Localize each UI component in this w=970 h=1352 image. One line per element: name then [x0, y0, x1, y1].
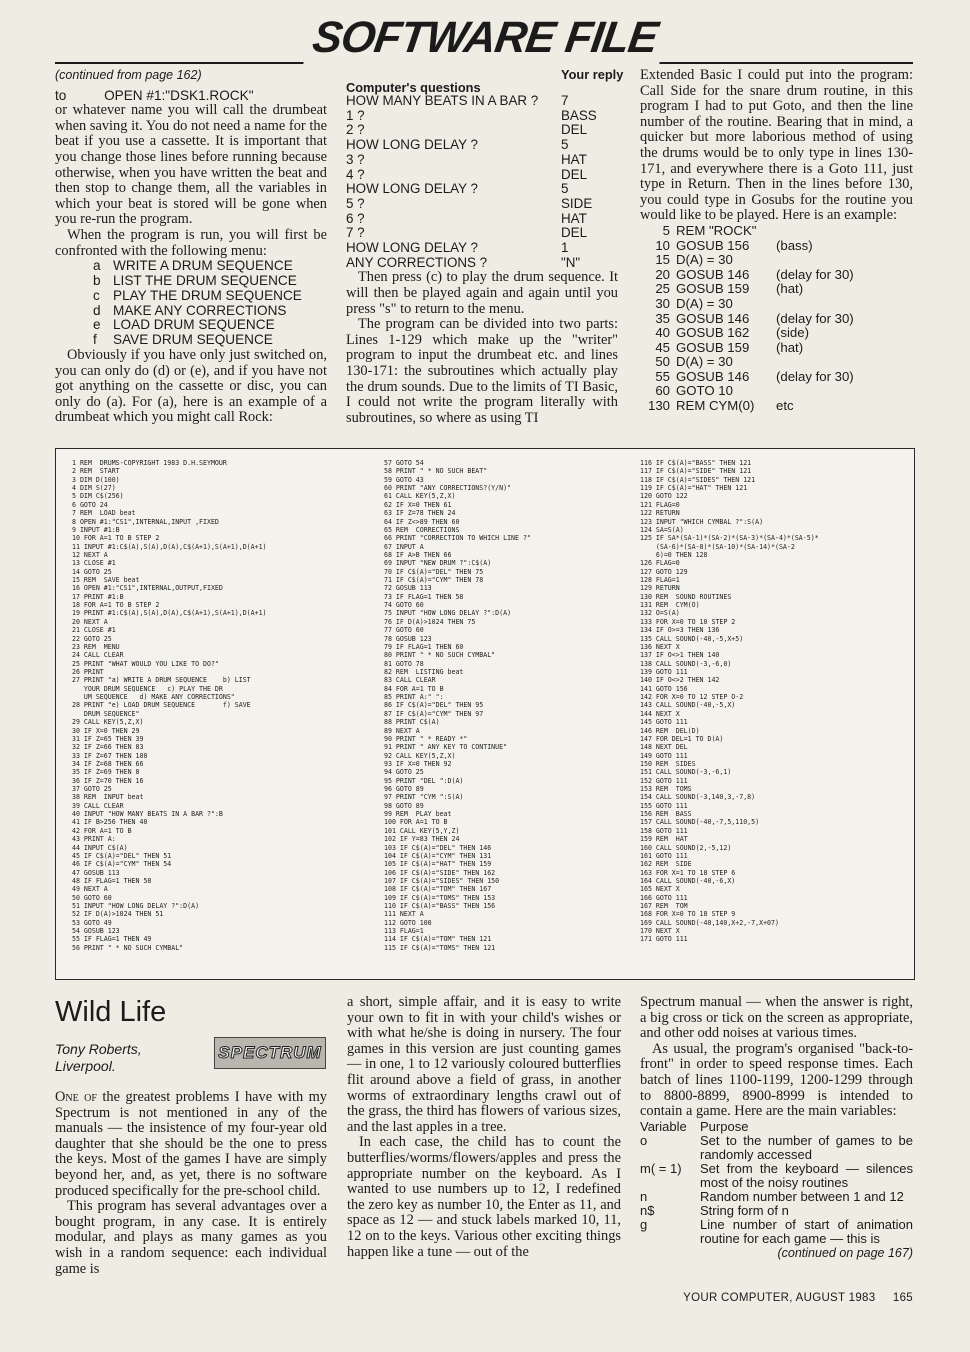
spectrum-badge: SPECTRUM [214, 1037, 326, 1069]
paragraph: Spectrum manual — when the answer is right, a big cross or tick on the screen as appropriate, and other odd noises at various times. [640, 994, 913, 1042]
open-statement: to OPEN #1:"DSK1.ROCK" [55, 87, 254, 103]
paragraph: This program has several advantages over a bought program, in any case. It is entirely modular, and plays as many games as you wish in a random sequence: each individual game is [55, 1198, 327, 1277]
paragraph: The program can be divided into two parts: Lines 1-129 which make up the "writer" program to input the drumbeat etc. and lines 130-171: the subroutines which actually play the drum sounds. Due to the limits of TI Basic, I could not write the program literally with subroutines, so where as using TI [346, 316, 618, 426]
paragraph: or whatever name you will call the drumbeat when saving it. You do not need a name for the beat if you use a cassette. It is important that you change those lines before running because otherwise, when you have written the beat and then stop to change them, all the variables in which your beat is stored will be gone when you re-run the program. [55, 102, 327, 228]
qa-row: HOW LONG DELAY ? 5 [346, 137, 569, 153]
article-column-1 [55, 68, 327, 426]
qa-row: HOW MANY BEATS IN A BAR ? 7 [346, 93, 569, 108]
paragraph: One of the greatest problems I have with my Spectrum is not mentioned in any of the manuals — the insistence of my four-year old daughter that she should be the one to press the keys. Most of the games I have are simply beyond her, and, as yet, there is no software produced specifically for the pre-school child. [55, 1089, 327, 1199]
paragraph: As usual, the program's organised "back-to-front" in order to speed response times. Each batch of lines 1100-1199, 1200-1299 through to 8800-8899, 8900-8999 is intended to contain a game. Here are the main variables: [640, 1040, 913, 1120]
page-number: 165 [892, 1292, 913, 1304]
variable-row: n Random number between 1 and 12 [640, 1188, 904, 1204]
example-program [640, 224, 913, 414]
paragraph: In each case, the child has to count the butterflies/worms/flowers/apples and press the appropriate number on the keyboard. As I wanted to use numbers up to 12, I redefined the zero key as number 10, the Enter as 11, and space as 12 — and stuck labels marked 10, 11, 12 on to the keys. Various other exciting things happen like a tune — out of the [347, 1134, 621, 1260]
program-line: 15 D(A) = 30 [655, 252, 733, 268]
qa-row: 1 ? BASS [346, 107, 597, 123]
publication-issue: YOUR COMPUTER, AUGUST 1983 [683, 1292, 876, 1304]
paragraph: Then press (c) to play the drum sequence. It will then be played again and again until you press "s" to return to the menu. [346, 269, 618, 317]
program-line: 35 GOSUB 146 (delay for 30) [655, 310, 854, 326]
section-title: SOFTWARE FILE [303, 12, 666, 64]
menu-item: b LIST THE DRUM SEQUENCE [93, 272, 297, 288]
paragraph: a short, simple affair, and it is easy to write your own to fit in with your child's wishes or with what he/she is doing in nursery. The four games in this version are just counting games — in one, 1 to 12 variously coloured butterflies flit around above a field of grass, in another worms of extraordinary lengths crawl out of the grass, the third has flowers of various sizes, and the last apples in a tree. [347, 994, 621, 1135]
qa-table [346, 68, 626, 270]
article-column-2 [346, 67, 624, 426]
menu-item: c PLAY THE DRUM SEQUENCE [93, 287, 302, 303]
qa-header: Computer's questions Your reply [346, 67, 624, 95]
program-line: 30 D(A) = 30 [655, 295, 733, 311]
variable-row: o Set to the number of games to be randomly accessed [640, 1132, 913, 1162]
program-line: 20 GOSUB 146 (delay for 30) [655, 266, 854, 282]
byline [55, 1041, 142, 1075]
program-line: 40 GOSUB 162 (side) [655, 325, 809, 341]
qa-row: 7 ? DEL [346, 225, 588, 241]
menu-item: a WRITE A DRUM SEQUENCE [93, 258, 293, 274]
program-line: 45 GOSUB 159 (hat) [655, 339, 804, 355]
program-line: 25 GOSUB 159 (hat) [655, 281, 804, 297]
wildlife-column-1 [55, 1090, 327, 1277]
variables-table [640, 1120, 913, 1246]
listing-column-2: 57 GOTO 54 58 PRINT " * NO SUCH BEAT" 59 GOTO 43 60 PRINT "ANY CORRECTIONS?(Y/N)" 61 CALL KEY(5,Z,X) 62 IF X=0 THEN 61 63 IF Z=78 THEN 24 64 IF Z<>89 THEN 60 65 REM CORRECTIONS 66 PRINT "CORRECTION TO WHICH LINE ?" 67 INPUT A 68 IF A>B THEN 66 69 INPUT "NEW DRUM ?":C$(A) 70 IF C$(A)="DEL" THEN 75 71 IF C$(A)="CYM" THEN 78 72 GOSUB 113 73 IF FLAG=1 THEN 58 74 GOTO 60 75 INPUT "HOW LONG DELAY ?":D(A) 76 IF D(A)>1024 THEN 75 77 GOTO 60 78 GOSUB 123 79 IF FLAG=1 THEN 60 80 PRINT " * NO SUCH CYMBAL" 81 GOTO 78 82 REM LISTING beat 83 CALL CLEAR 84 FOR A=1 TO B 85 PRINT A:" ": 86 IF C$(A)="DEL" THEN 95 87 IF C$(A)="CYM" THEN 97 88 PRINT C$(A) 89 NEXT A 90 PRINT " * READY *" 91 PRINT " ANY KEY TO CONTINUE" 92 CALL KEY(5,Z,X) 93 IF X=0 THEN 92 94 GOTO 25 95 PRINT "DEL ":D(A) 96 GOTO 89 97 PRINT "CYM ":S(A) 98 GOTO 89 99 REM PLAY beat 100 FOR A=1 TO B 101 CALL KEY(5,Y,Z) 102 IF Y=83 THEN 24 103 IF C$(A)="DEL" THEN 146 104 IF C$(A)="CYM" THEN 131 105 IF C$(A)="HAT" THEN 159 106 IF C$(A)="SIDE" THEN 162 107 IF C$(A)="SIDES" THEN 150 108 IF C$(A)="TOM" THEN 167 109 IF C$(A)="TOMS" THEN 153 110 IF C$(A)="BASS" THEN 156 111 NEXT A 112 GOTO 100 113 FLAG=1 114 IF C$(A)="TOM" THEN 121 115 IF C$(A)="TOMS" THEN 121 [384, 459, 531, 952]
qa-row: HOW LONG DELAY ? 1 [346, 240, 569, 256]
program-line: 5 REM "ROCK" [662, 222, 757, 238]
lead-in: One of [55, 1089, 97, 1105]
continued-from: (continued from page 162) [55, 68, 202, 82]
listing-column-1: 1 REM DRUMS-COPYRIGHT 1983 D.H.SEYMOUR 2 REM START 3 DIM D(100) 4 DIM S(27) 5 DIM C$(256) 6 GOTO 24 7 REM LOAD beat 8 OPEN #1:"CS1",INTERNAL,INPUT ,FIXED 9 INPUT #1:B 10 FOR A=1 TO B STEP 2 11 INPUT #1:C$(A),S(A),D(A),C$(A+1),S(A+1),D(A+1) 12 NEXT A 13 CLOSE #1 14 GOTO 25 15 REM SAVE beat 16 OPEN #1:"CS1",INTERNAL,OUTPUT,FIXED 17 PRINT #1:B 18 FOR A=1 TO B STEP 2 19 PRINT #1:C$(A),S(A),D(A),C$(A+1),S(A+1),D(A+1) 20 NEXT A 21 CLOSE #1 22 GOTO 25 23 REM MENU 24 CALL CLEAR 25 PRINT "WHAT WOULD YOU LIKE TO DO?" 26 PRINT 27 PRINT "a) WRITE A DRUM SEQUENCE b) LIST YOUR DRUM SEQUENCE c) PLAY THE DR UM SEQUENCE d) MAKE ANY CORRECTIONS" 28 PRINT "e) LOAD DRUM SEQUENCE f) SAVE DRUM SEQUENCE" 29 CALL KEY(5,Z,X) 30 IF X=0 THEN 29 31 IF Z=65 THEN 39 32 IF Z=66 THEN 83 33 IF Z=67 THEN 100 34 IF Z=68 THEN 66 35 IF Z=69 THEN 8 36 IF Z=70 THEN 16 37 GOTO 25 38 REM INPUT beat 39 CALL CLEAR 40 INPUT "HOW MANY BEATS IN A BAR ?":B 41 IF B>256 THEN 40 42 FOR A=1 TO B 43 PRINT A: 44 INPUT C$(A) 45 IF C$(A)="DEL" THEN 51 46 IF C$(A)="CYM" THEN 54 47 GOSUB 113 48 IF FLAG=1 THEN 58 49 NEXT A 50 GOTO 60 51 INPUT "HOW LONG DELAY ?":D(A) 52 IF D(A)>1024 THEN 51 53 GOTO 49 54 GOSUB 123 55 IF FLAG=1 THEN 49 56 PRINT " * NO SUCH CYMBAL" [72, 459, 267, 952]
author-name: Tony Roberts, [55, 1041, 142, 1057]
qa-row: 4 ? DEL [346, 166, 588, 182]
menu-item: f SAVE DRUM SEQUENCE [93, 332, 273, 348]
qa-row: ANY CORRECTIONS ? "N" [346, 254, 581, 270]
listing-column-3: 116 IF C$(A)="BASS" THEN 121 117 IF C$(A)="SIDE" THEN 121 118 IF C$(A)="SIDES" THEN 121 119 IF C$(A)="HAT" THEN 121 120 GOTO 122 121 FLAG=0 122 RETURN 123 INPUT "WHICH CYMBAL ?":S(A) 124 SA=S(A) 125 IF SA*(SA-1)*(SA-2)*(SA-3)*(SA-4)*(SA-5)* (SA-6)*(SA-8)*(SA-10)*(SA-14)*(SA-2 6)=0 THEN 128 126 FLAG=0 127 GOTO 129 128 FLAG=1 129 RETURN 130 REM SOUND ROUTINES 131 REM CYM(O) 132 O=S(A) 133 FOR X=0 TO 10 STEP 2 134 IF O>=3 THEN 136 135 CALL SOUND(-40,-5,X+5) 136 NEXT X 137 IF O<>1 THEN 140 138 CALL SOUND(-3,-6,0) 139 GOTO 111 140 IF O<>2 THEN 142 141 GOTO 156 142 FOR X=0 TO 12 STEP O-2 143 CALL SOUND(-40,-5,X) 144 NEXT X 145 GOTO 111 146 REM DEL(D) 147 FOR DEL=1 TO D(A) 148 NEXT DEL 149 GOTO 111 150 REM SIDES 151 CALL SOUND(-3,-6,1) 152 GOTO 111 153 REM TOMS 154 CALL SOUND(-3,140,3,-7,8) 155 GOTO 111 156 REM BASS 157 CALL SOUND(-40,-7,5,110,5) 158 GOTO 111 159 REM HAT 160 CALL SOUND(2,-5,12) 161 GOTO 111 162 REM SIDE 163 FOR X=1 TO 18 STEP 6 164 CALL SOUND(-40,-6,X) 165 NEXT X 166 GOTO 111 167 REM TOM 168 FOR X=0 TO 18 STEP 9 169 CALL SOUND(-40,140,X+2,-7,X+07) 170 NEXT X 171 GOTO 111 [640, 459, 819, 944]
program-line: 130 REM CYM(0) etc [647, 398, 794, 414]
author-location: Liverpool. [55, 1058, 116, 1074]
variable-row: n$ String form of n [640, 1202, 789, 1218]
qa-row: HOW LONG DELAY ? 5 [346, 181, 569, 197]
program-line: 60 GOTO 10 [655, 383, 733, 399]
program-line: 55 GOSUB 146 (delay for 30) [655, 368, 854, 384]
wildlife-column-2 [347, 995, 621, 1260]
article-title: Wild Life [55, 996, 167, 1028]
paragraph: When the program is run, you will first be confronted with the following menu: [55, 226, 327, 259]
masthead [55, 8, 913, 66]
variables-header: Variable Purpose [640, 1118, 749, 1134]
paragraph: Extended Basic I could put into the program: Call Side for the snare drum routine, in this program I had to put Goto, and then the line number of the routine. Bearing that in mind, a quicker but more laborious method of using the drums would be to only type in lines 130-171, and everywhere there is a Goto 111, just type in Return. Then in the lines before 130, you could type in Gosubs for the routine you would like to be played. Here is an example: [640, 67, 913, 224]
qa-row: 2 ? DEL [346, 122, 588, 138]
wildlife-column-3 [640, 995, 913, 1261]
variable-row: g Line number of start of animation routine for each game — this is [640, 1216, 913, 1246]
program-listing [55, 448, 915, 980]
menu-item: d MAKE ANY CORRECTIONS [93, 302, 287, 318]
program-line: 50 D(A) = 30 [655, 354, 733, 370]
menu-item: e LOAD DRUM SEQUENCE [93, 317, 275, 333]
qa-row: 5 ? SIDE [346, 195, 593, 211]
paragraph: Obviously if you have only just switched on, you can only do (d) or (e), and if you have not got anything on the cassette or disc, you can only do (a). For (a), here is an example of a drumbeat which you might call Rock: [55, 346, 327, 426]
variable-row: m( = 1) Set from the keyboard — silences most of the noisy routines [640, 1160, 913, 1190]
article-column-3 [640, 68, 913, 414]
program-line: 10 GOSUB 156 (bass) [655, 237, 813, 253]
drum-menu [55, 259, 327, 348]
continued-on: (continued on page 167) [777, 1245, 913, 1260]
page-footer [683, 1292, 913, 1304]
qa-row: 6 ? HAT [346, 210, 587, 226]
qa-row: 3 ? HAT [346, 151, 587, 167]
